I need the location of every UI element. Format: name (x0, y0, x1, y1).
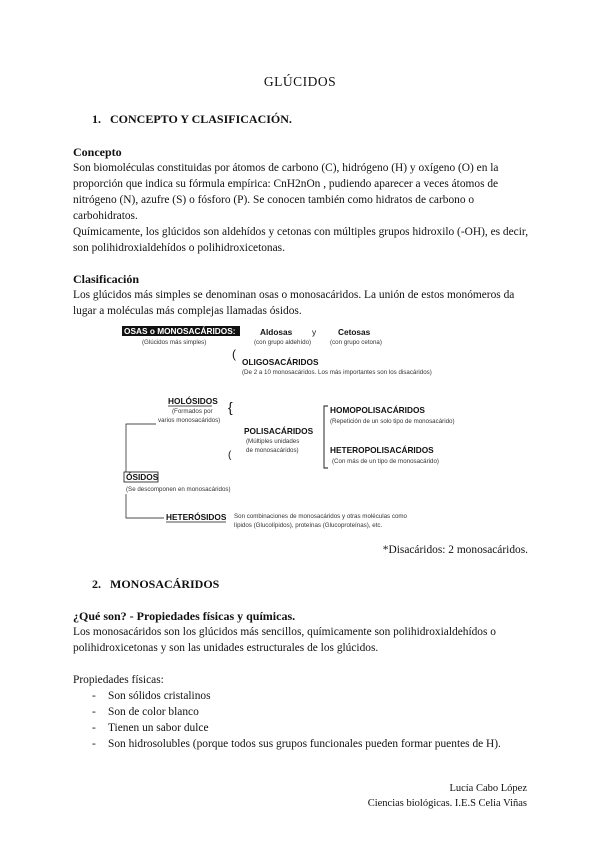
homopolisacaridos-subtitle: (Repetición de un solo tipo de monosacárido) (330, 418, 455, 425)
aldosas-subtitle: (con grupo aldehído) (254, 339, 312, 346)
polisacaridos-subtitle-1: (Múltiples unidades (246, 438, 300, 445)
aldosas-label: Aldosas (260, 327, 293, 337)
section-2-number: 2. (92, 577, 101, 591)
list-item: - Son de color blanco (92, 706, 199, 718)
list-item: - Son sólidos cristalinos (92, 690, 211, 702)
polisacaridos-subtitle-2: de monosacáridos) (246, 447, 299, 454)
holosidos-subtitle-1: (Formados por (172, 408, 213, 415)
bullet-icon: - (92, 738, 96, 750)
heteropolisacaridos-title: HETEROPOLISACÁRIDOS (330, 445, 434, 455)
section-1-number: 1. (92, 112, 101, 126)
holosidos-brace-icon: { (228, 399, 233, 415)
page-title: GLÚCIDOS (263, 74, 337, 89)
propiedades-intro: Propiedades físicas: (73, 674, 164, 686)
que-son-text (73, 624, 531, 656)
oligo-subtitle: (De 2 a 10 monosacáridos. Los más importantes son los disacáridos) (242, 369, 432, 376)
section-1-title: CONCEPTO Y CLASIFICACIÓN. (110, 112, 292, 126)
osidos-subtitle: (Se descomponen en monosacáridos) (126, 486, 231, 493)
homopolisacaridos-title: HOMOPOLISACÁRIDOS (330, 405, 425, 415)
bullet-icon: - (92, 722, 96, 734)
que-son-heading: ¿Qué son? - Propiedades físicas y químicas. (73, 609, 296, 623)
que-son-paragraph: Los monosacáridos son los glúcidos más sencillos, químicamente son polihidroxialdehídos o polihidroxicetonas y son las unidades estructurales de los glúcidos. (73, 626, 496, 654)
bullet-icon: - (92, 706, 96, 718)
heterosidos-title: HETERÓSIDOS (166, 512, 227, 522)
holosidos-subtitle-2: varios monosacáridos) (158, 417, 221, 424)
section-2-title: MONOSACÁRIDOS (110, 577, 220, 591)
clasificacion-text (73, 287, 531, 319)
osidos-title: ÓSIDOS (126, 472, 159, 482)
heterosidos-subtitle-1: Son combinaciones de monosacáridos y otras moléculas como (234, 513, 407, 520)
propiedades-list (92, 688, 501, 752)
heterosidos-connector-icon (126, 494, 164, 518)
cetosas-subtitle: (con grupo cetona) (330, 339, 382, 346)
oligo-title: OLIGOSACÁRIDOS (242, 357, 319, 367)
concepto-heading: Concepto (73, 145, 122, 159)
section-2-heading (92, 577, 219, 592)
osas-subtitle: (Glúcidos más simples) (142, 339, 207, 346)
y-label: y (312, 327, 317, 337)
oligo-brace-icon: ( (232, 347, 236, 361)
concepto-paragraph-1: Son biomoléculas constituidas por átomos de carbono (C), hidrógeno (H) y oxígeno (O) en la proporción que indica su fórmula empírica: CnH2nOn , pudiendo aparecer a veces átomos de nitrógeno (N), azufre (S) o fósforo (P). Se conocen también como hidratos de carbono o carbohidratos. (73, 162, 499, 222)
concepto-paragraph-2: Químicamente, los glúcidos son aldehídos y cetonas con múltiples grupos hidroxilo (-OH), es decir, son polihidroxialdehídos o polihidroxicetonas. (73, 226, 529, 254)
clasificacion-heading: Clasificación (73, 272, 139, 286)
list-item: - Son hidrosolubles (porque todos sus grupos funcionales pueden formar puentes de H). (92, 738, 501, 750)
list-item: - Tienen un sabor dulce (92, 722, 209, 734)
poli-bracket-icon (324, 406, 328, 468)
heteropolisacaridos-subtitle: (Con más de un tipo de monosacárido) (332, 458, 439, 465)
polisacaridos-title: POLISACÁRIDOS (244, 426, 314, 436)
disacaridos-note: *Disacáridos: 2 monosacáridos. (382, 544, 528, 556)
concepto-text (73, 160, 531, 256)
osidos-connector-icon (126, 424, 156, 472)
cetosas-label: Cetosas (338, 327, 371, 337)
bullet-icon: - (92, 690, 96, 702)
section-1-heading (92, 112, 292, 127)
clasificacion-paragraph: Los glúcidos más simples se denominan osas o monosacáridos. La unión de estos monómeros da lugar a moléculas más complejas llamadas ósidos. (73, 289, 515, 317)
classification-diagram (116, 322, 476, 532)
footer-author: Lucía Cabo López (449, 783, 527, 794)
heterosidos-subtitle-2: lípidos (Glucolípidos), proteínas (Glucoproteínas), etc. (234, 522, 383, 529)
holosidos-title: HOLÓSIDOS (168, 396, 218, 406)
osas-title: OSAS o MONOSACÁRIDOS: (124, 326, 236, 336)
footer-school: Ciencias biológicas. I.E.S Celia Viñas (367, 798, 527, 809)
polisacaridos-brace-icon: ( (228, 450, 232, 461)
